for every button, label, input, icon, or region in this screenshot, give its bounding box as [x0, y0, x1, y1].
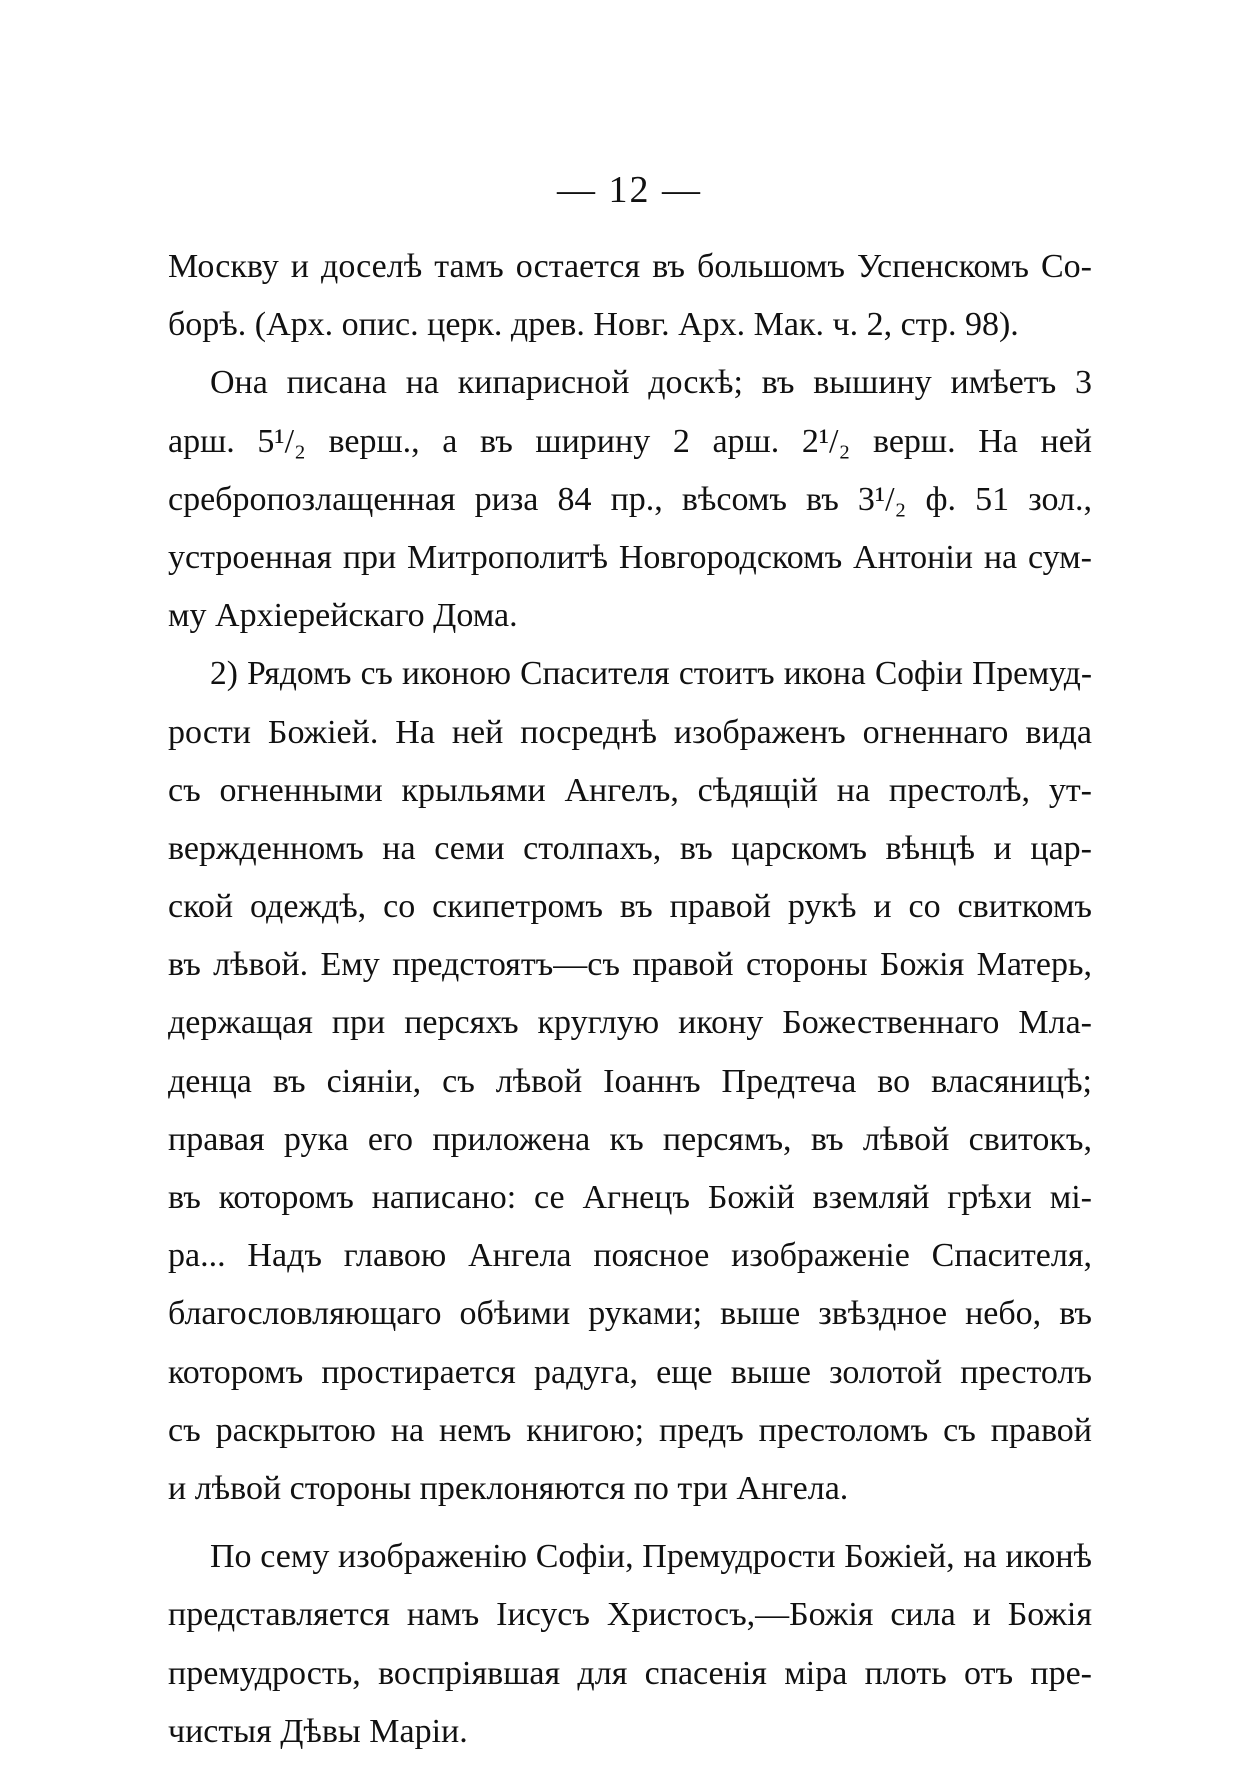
text-line: въ которомъ написано: се Агнецъ Божій вземляй грѣхи мі-	[168, 1179, 1092, 1216]
text-line: По сему изображенію Софіи, Премудрости Божіей, на иконѣ	[210, 1538, 1092, 1576]
text-line: ра... Надъ главою Ангела поясное изображеніе Спасителя,	[168, 1237, 1092, 1275]
text-line: держащая при персяхъ круглую икону Божественнаго Мла-	[168, 1004, 1092, 1042]
text-line: рости Божіей. На ней посреднѣ изображенъ огненнаго вида	[168, 713, 1092, 751]
text-line: премудрость, воспріявшая для спасенія міра плоть отъ пре-	[168, 1654, 1092, 1692]
text-line: чистыя Дѣвы Маріи.	[168, 1712, 468, 1750]
text-line: Москву и доселѣ тамъ остается въ большомъ Успенскомъ Со-	[168, 248, 1092, 285]
page-body	[168, 238, 1092, 1761]
text-line: ской одеждѣ, со скипетромъ въ правой рукѣ и со свиткомъ	[168, 888, 1092, 926]
text-line: борѣ. (Арх. опис. церк. древ. Новг. Арх. Мак. ч. 2, стр. 98).	[168, 306, 1019, 344]
text-line: арш. 5¹/₂ верш., а въ ширину 2 арш. 2¹/₂ верш. На ней	[168, 422, 1092, 460]
text-line: сребропозлащенная риза 84 пр., вѣсомъ въ 3¹/₂ ф. 51 зол.,	[168, 480, 1092, 518]
text-line: представляется намъ Іисусъ Христосъ,—Божія сила и Божія	[168, 1596, 1092, 1634]
text-line: съ раскрытою на немъ книгою; предъ престоломъ съ правой	[168, 1411, 1092, 1449]
text-line: устроенная при Митрополитѣ Новгородскомъ Антоніи на сум-	[168, 538, 1092, 576]
text-line: денца въ сіяніи, съ лѣвой Іоаннъ Предтеча во власяницѣ;	[168, 1062, 1092, 1100]
text-line: благословляющаго обѣими руками; выше звѣздное небо, въ	[168, 1295, 1092, 1333]
text-line: Она писана на кипарисной доскѣ; въ вышину имѣетъ 3	[210, 364, 1092, 402]
text-line: правая рука его приложена къ персямъ, въ лѣвой свитокъ,	[168, 1120, 1092, 1158]
text-line: вержденномъ на семи столпахъ, въ царскомъ вѣнцѣ и цар-	[168, 829, 1092, 867]
paragraph-gap	[168, 1518, 1092, 1528]
text-line: съ огненными крыльями Ангелъ, сѣдящій на престолѣ, ут-	[168, 771, 1092, 809]
page-number: — 12 —	[557, 169, 702, 211]
text-line: 2) Рядомъ съ иконою Спасителя стоитъ икона Софіи Премуд-	[210, 655, 1092, 693]
text-line: и лѣвой стороны преклоняются по три Ангела.	[168, 1469, 849, 1507]
text-line: въ лѣвой. Ему предстоятъ—съ правой стороны Божія Матерь,	[168, 946, 1092, 984]
text-line: му Архіерейскаго Дома.	[168, 597, 518, 635]
text-line: которомъ простирается радуга, еще выше золотой престолъ	[168, 1353, 1092, 1391]
